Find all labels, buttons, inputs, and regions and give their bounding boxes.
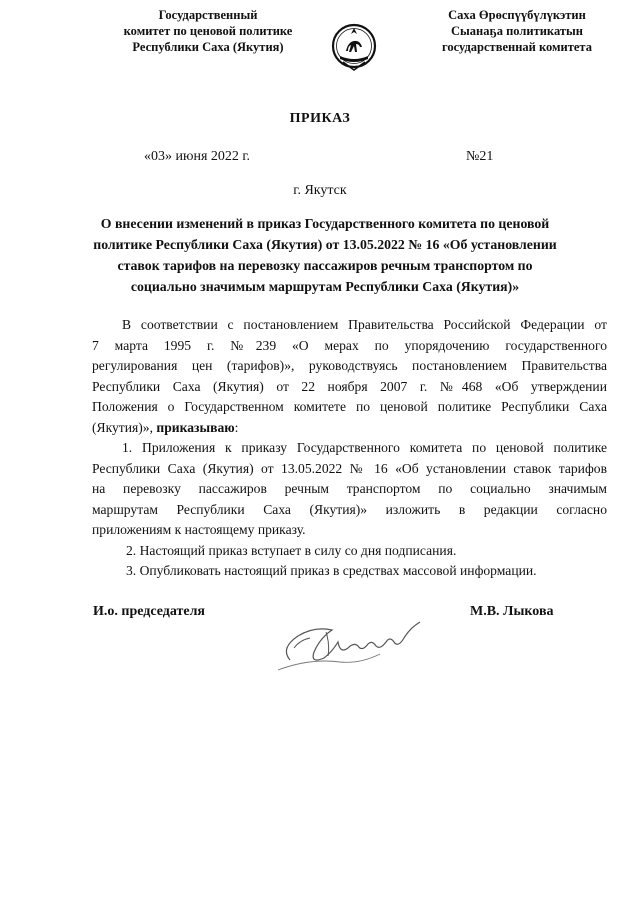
header-right-line: Саха Өрөспүүбүлүкэтин (448, 8, 586, 22)
order-number: №21 (466, 149, 494, 164)
preamble-line: В соответствии с постановлением Правительства Российской Федерации от (122, 317, 607, 332)
preamble-line-text: (Якутия)», (92, 419, 157, 435)
header-left-line: Государственный (158, 8, 258, 22)
item-1-line: 1. Приложения к приказу Государственного комитета по ценовой политике (122, 440, 607, 455)
item-1-line: на перевозку пассажиров речным транспортом по социально значимым (92, 481, 607, 496)
signatory-name: М.В. Лыкова (470, 604, 554, 619)
decision-word: приказываю (156, 419, 235, 435)
subject-line: социально значимым маршрутам Республики Саха (Якутия)» (130, 279, 520, 294)
header-right-line: Сыанаҕа политикатын (451, 24, 583, 38)
header-left-ru (88, 7, 328, 55)
preamble-line: Республики Саха (Якутия) от 22 ноября 2007 г. №468 «Об утверждении (92, 378, 607, 394)
item-1-line: Республики Саха (Якутия) от 13.05.2022 № 16 «Об установлении ставок тарифов (92, 460, 607, 476)
header-right-sakha (402, 7, 632, 55)
order-subject (90, 213, 560, 297)
order-city: г. Якутск (293, 183, 347, 198)
order-body (92, 315, 607, 582)
emblem-icon (330, 22, 378, 74)
header-left-line: комитет по ценовой политике (123, 24, 293, 38)
preamble-line: Положения о Государственном комитете по ценовой политике Республики Саха (92, 399, 607, 414)
item-3: 3. Опубликовать настоящий приказ в средствах массовой информации. (126, 563, 537, 578)
preamble-last-line (92, 418, 607, 439)
item-1-line: приложениям к настоящему приказу. (92, 522, 306, 537)
preamble-line: 7 марта 1995 г. №239 «О мерах по упорядочению государственного (92, 337, 607, 353)
preamble-line: регулирования цен (тарифов)», руководствуясь постановлением Правительства (92, 358, 607, 373)
handwritten-signature (270, 608, 430, 680)
order-title: ПРИКАЗ (289, 111, 351, 126)
header-left-line: Республики Саха (Якутия) (132, 40, 284, 54)
subject-line: О внесении изменений в приказ Государственного комитета по ценовой (100, 216, 550, 231)
subject-line: политике Республики Саха (Якутия) от 13.05.2022 № 16 «Об установлении (93, 237, 557, 252)
decision-colon: : (234, 419, 239, 435)
order-date: «03» июня 2022 г. (144, 149, 251, 164)
header-right-line: государственнай комитета (442, 40, 592, 54)
signatory-title: И.о. председателя (93, 604, 206, 619)
item-2: 2. Настоящий приказ вступает в силу со дня подписания. (126, 542, 457, 558)
item-1-line: маршрутам Республики Саха (Якутия)» изложить в редакции согласно (92, 501, 607, 517)
subject-line: ставок тарифов на перевозку пассажиров речным транспортом по (117, 258, 533, 273)
